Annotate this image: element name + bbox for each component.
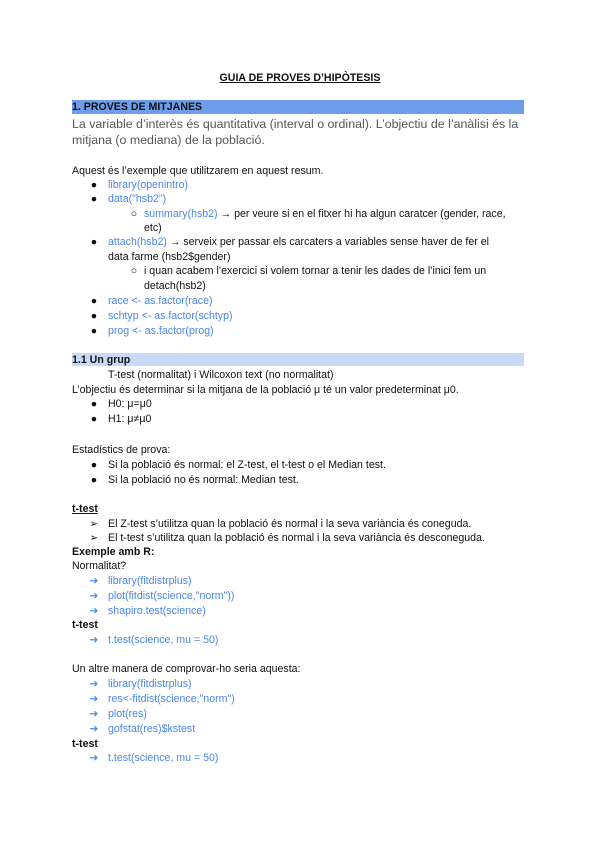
code-line: ➔ library(fitdistrplus) — [89, 678, 192, 690]
bullet-icon: ● — [90, 193, 98, 205]
arrow-icon: ➔ — [89, 634, 99, 646]
arrow-icon: ➔ — [89, 590, 99, 602]
list-item: ● race <- as.factor(race) — [88, 294, 213, 308]
list-item: ● Si la població és normal: el Z-test, el t-test o el Median test. — [88, 458, 386, 472]
bullet-icon: ● — [90, 179, 98, 191]
list-item: ○ summary(hsb2) → per veure si en el fitxer hi ha algun caratcer (gender, race, — [128, 207, 506, 221]
circle-bullet-icon: ○ — [130, 208, 138, 220]
arrowhead-icon: ➢ — [89, 518, 99, 530]
subsection-heading-bar — [72, 353, 524, 366]
objective-text: L’objectiu és determinar si la mitjana de la població μ té un valor predeterminat μ0. — [72, 384, 459, 396]
ttest-label: t-test — [72, 619, 98, 631]
list-item: ○ i quan acabem l’exercici si volem tornar a tenir les dades de l’inici fem un — [128, 264, 486, 278]
list-item: ● data("hsb2") — [88, 192, 166, 206]
code-line: ➔ gofstat(res)$kstest — [89, 723, 196, 735]
ttest-heading: t-test — [72, 503, 98, 515]
list-item-continuation: data farme (hsb2$gender) — [108, 251, 231, 263]
code-line: ➔ plot(fitdist(science,"norm")) — [89, 590, 235, 602]
document-title: GUIA DE PROVES D’HIPÒTESIS — [219, 72, 381, 84]
list-item: ● library(openintro) — [88, 178, 188, 192]
arrow-icon: ➔ — [89, 693, 99, 705]
code-line: ➔ plot(res) — [89, 708, 147, 720]
alt-label: Un altre manera de comprovar-ho seria aquesta: — [72, 663, 301, 675]
bullet-icon: ● — [90, 398, 98, 410]
example-intro: Aquest és l’exemple que utilitzarem en aquest resum. — [72, 165, 324, 177]
bullet-icon: ● — [90, 459, 98, 471]
list-item: ● H0: μ=μ0 — [88, 397, 152, 411]
list-item: ● H1: μ≠μ0 — [88, 412, 151, 426]
list-item: ● attach(hsb2) → serveix per passar els carcaters a variables sense haver de fer el — [88, 235, 489, 249]
stats-label: Estadístics de prova: — [72, 444, 171, 456]
code-line: ➔ t.test(science, mu = 50) — [89, 752, 219, 764]
bullet-icon: ● — [90, 325, 98, 337]
code-line: ➔ res<-fitdist(science,"norm") — [89, 693, 235, 705]
list-item-continuation: detach(hsb2) — [144, 280, 206, 292]
intro-line-1: La variable d’interès és quantitativa (interval o ordinal). L’objectiu de l’anàlisi és la — [72, 117, 519, 131]
arrow-icon: ➔ — [89, 752, 99, 764]
bullet-icon: ● — [90, 236, 98, 248]
bullet-icon: ● — [90, 413, 98, 425]
list-item-continuation: etc) — [144, 222, 162, 234]
arrow-icon: ➔ — [89, 723, 99, 735]
ttest-label: t-test — [72, 738, 98, 750]
arrow-icon: ➔ — [89, 605, 99, 617]
section-heading: 1. PROVES DE MITJANES — [72, 101, 203, 113]
arrow-icon: ➔ — [89, 575, 99, 587]
list-item: ➢ El Z-test s’utilitza quan la població és normal i la seva variància és coneguda. — [89, 518, 472, 530]
bullet-icon: ● — [90, 474, 98, 486]
subsection-subtitle: T-test (normalitat) i Wilcoxon text (no normalitat) — [108, 369, 334, 381]
normalitat-label: Normalitat? — [72, 560, 127, 572]
intro-line-2: mitjana (o mediana) de la població. — [72, 133, 265, 147]
example-label: Exemple amb R: — [72, 546, 155, 558]
bullet-icon: ● — [90, 295, 98, 307]
list-item: ➢ El t-test s’utilitza quan la població és normal i la seva variància és desconeguda. — [89, 532, 485, 544]
code-line: ➔ shapiro.test(science) — [89, 605, 206, 617]
circle-bullet-icon: ○ — [130, 265, 138, 277]
list-item: ● prog <- as.factor(prog) — [88, 324, 214, 338]
arrow-icon: ➔ — [89, 708, 99, 720]
subsection-heading: 1.1 Un grup — [72, 354, 131, 366]
list-item: ● Si la població no és normal: Median test. — [88, 473, 299, 487]
bullet-icon: ● — [90, 310, 98, 322]
list-item: ● schtyp <- as.factor(schtyp) — [88, 309, 233, 323]
arrow-icon: ➔ — [89, 678, 99, 690]
code-line: ➔ library(fitdistrplus) — [89, 575, 192, 587]
arrowhead-icon: ➢ — [89, 532, 99, 544]
code-line: ➔ t.test(science, mu = 50) — [89, 634, 219, 646]
